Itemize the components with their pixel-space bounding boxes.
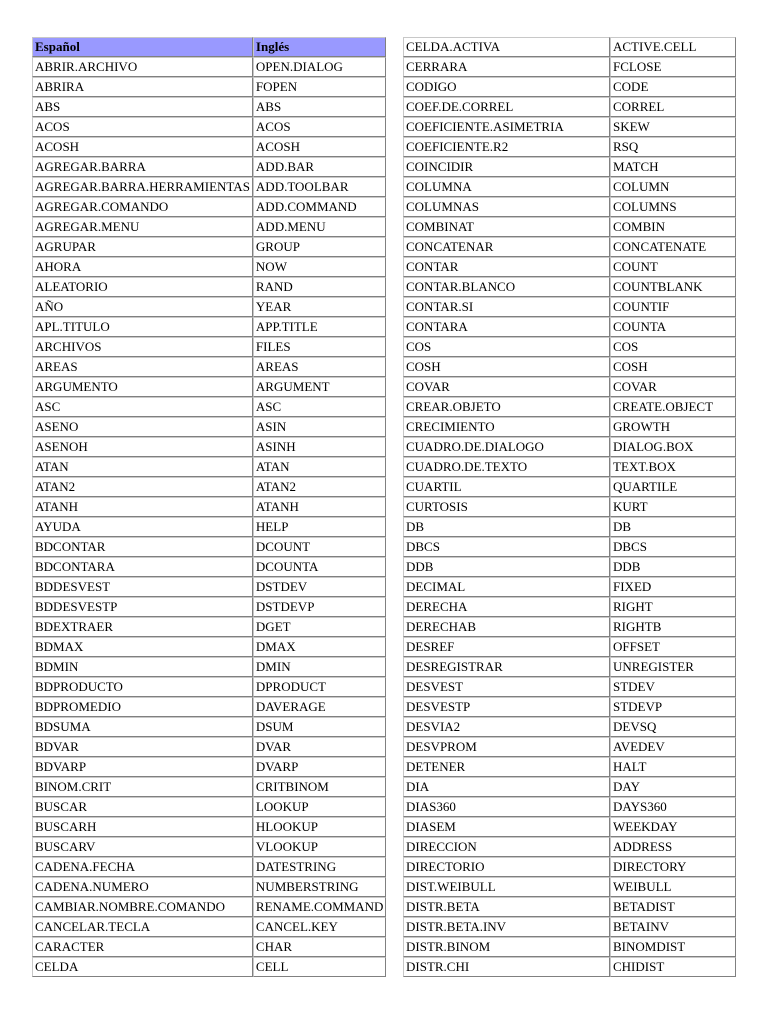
english-cell: ADDRESS — [610, 837, 736, 857]
table-row — [403, 217, 736, 237]
english-cell: VLOOKUP — [253, 837, 386, 857]
table-row — [32, 777, 386, 797]
spanish-cell: APL.TITULO — [32, 317, 253, 337]
table-row — [403, 917, 736, 937]
english-cell: ASIN — [253, 417, 386, 437]
table-row — [32, 897, 386, 917]
english-cell: ADD.COMMAND — [253, 197, 386, 217]
table-row — [32, 317, 386, 337]
spanish-cell: BDPRODUCTO — [32, 677, 253, 697]
spanish-cell: ASENO — [32, 417, 253, 437]
spanish-cell: BUSCARV — [32, 837, 253, 857]
spanish-cell: AREAS — [32, 357, 253, 377]
table-row — [32, 917, 386, 937]
english-cell: ADD.MENU — [253, 217, 386, 237]
table-row — [32, 497, 386, 517]
english-cell: LOOKUP — [253, 797, 386, 817]
spanish-cell: ALEATORIO — [32, 277, 253, 297]
english-cell: ADD.BAR — [253, 157, 386, 177]
table-row — [403, 617, 736, 637]
right-table-body — [403, 37, 736, 977]
english-cell: DB — [610, 517, 736, 537]
english-cell: DDB — [610, 557, 736, 577]
english-cell: NOW — [253, 257, 386, 277]
spanish-cell: CUADRO.DE.TEXTO — [403, 457, 610, 477]
english-cell: SKEW — [610, 117, 736, 137]
table-row — [32, 617, 386, 637]
spanish-cell: DESREGISTRAR — [403, 657, 610, 677]
english-cell: HELP — [253, 517, 386, 537]
spanish-cell: ARCHIVOS — [32, 337, 253, 357]
spanish-cell: BDEXTRAER — [32, 617, 253, 637]
english-cell: COUNT — [610, 257, 736, 277]
table-row — [403, 317, 736, 337]
english-cell: APP.TITLE — [253, 317, 386, 337]
spanish-cell: BDPROMEDIO — [32, 697, 253, 717]
english-cell: OFFSET — [610, 637, 736, 657]
english-cell: COS — [610, 337, 736, 357]
english-cell: YEAR — [253, 297, 386, 317]
spanish-cell: ABS — [32, 97, 253, 117]
spanish-cell: COSH — [403, 357, 610, 377]
spanish-cell: BDDESVESTP — [32, 597, 253, 617]
spanish-cell: BUSCARH — [32, 817, 253, 837]
spanish-cell: CRECIMIENTO — [403, 417, 610, 437]
table-row — [32, 57, 386, 77]
english-cell: RSQ — [610, 137, 736, 157]
table-row — [403, 417, 736, 437]
table-row — [403, 577, 736, 597]
table-row — [403, 497, 736, 517]
spanish-cell: CONTAR — [403, 257, 610, 277]
table-row — [403, 137, 736, 157]
english-cell: MATCH — [610, 157, 736, 177]
spanish-cell: COEF.DE.CORREL — [403, 97, 610, 117]
table-row — [32, 797, 386, 817]
spanish-cell: DESVPROM — [403, 737, 610, 757]
spanish-cell: DIA — [403, 777, 610, 797]
table-row — [403, 737, 736, 757]
english-cell: ARGUMENT — [253, 377, 386, 397]
english-cell: CODE — [610, 77, 736, 97]
english-cell: ACOS — [253, 117, 386, 137]
table-row — [403, 637, 736, 657]
spanish-cell: CUADRO.DE.DIALOGO — [403, 437, 610, 457]
table-row — [403, 177, 736, 197]
table-row — [403, 557, 736, 577]
spanish-cell: ATAN2 — [32, 477, 253, 497]
spanish-cell: DB — [403, 517, 610, 537]
english-cell: HLOOKUP — [253, 817, 386, 837]
spanish-cell: AGREGAR.MENU — [32, 217, 253, 237]
spanish-cell: COMBINAT — [403, 217, 610, 237]
spanish-cell: CELDA — [32, 957, 253, 977]
spanish-cell: CURTOSIS — [403, 497, 610, 517]
table-row — [32, 297, 386, 317]
table-row — [32, 97, 386, 117]
english-cell: COLUMNS — [610, 197, 736, 217]
english-cell: BINOMDIST — [610, 937, 736, 957]
english-cell: OPEN.DIALOG — [253, 57, 386, 77]
english-cell: DAVERAGE — [253, 697, 386, 717]
spanish-cell: ATAN — [32, 457, 253, 477]
spanish-cell: COEFICIENTE.R2 — [403, 137, 610, 157]
table-row — [32, 597, 386, 617]
english-cell: BETAINV — [610, 917, 736, 937]
english-cell: CHAR — [253, 937, 386, 957]
table-row — [32, 877, 386, 897]
spanish-cell: DIASEM — [403, 817, 610, 837]
table-row — [32, 357, 386, 377]
english-cell: DSTDEV — [253, 577, 386, 597]
spanish-cell: BDMAX — [32, 637, 253, 657]
english-cell: DCOUNTA — [253, 557, 386, 577]
english-cell: DCOUNT — [253, 537, 386, 557]
english-cell: RENAME.COMMAND — [253, 897, 386, 917]
spanish-cell: ABRIR.ARCHIVO — [32, 57, 253, 77]
spanish-cell: CREAR.OBJETO — [403, 397, 610, 417]
english-cell: DAYS360 — [610, 797, 736, 817]
english-cell: AREAS — [253, 357, 386, 377]
spanish-cell: CODIGO — [403, 77, 610, 97]
english-cell: FIXED — [610, 577, 736, 597]
table-row — [403, 37, 736, 57]
table-row — [403, 297, 736, 317]
table-row — [32, 157, 386, 177]
table-row — [32, 77, 386, 97]
english-cell: DIALOG.BOX — [610, 437, 736, 457]
spanish-cell: CELDA.ACTIVA — [403, 37, 610, 57]
table-row — [403, 757, 736, 777]
spanish-cell: DDB — [403, 557, 610, 577]
table-row — [403, 77, 736, 97]
table-row — [32, 677, 386, 697]
spanish-cell: DECIMAL — [403, 577, 610, 597]
spanish-cell: CONTAR.BLANCO — [403, 277, 610, 297]
table-row — [403, 117, 736, 137]
english-cell: DEVSQ — [610, 717, 736, 737]
english-cell: DMAX — [253, 637, 386, 657]
spanish-cell: CUARTIL — [403, 477, 610, 497]
table-row — [32, 197, 386, 217]
table-row — [32, 577, 386, 597]
english-cell: UNREGISTER — [610, 657, 736, 677]
spanish-cell: DESVESTP — [403, 697, 610, 717]
spanish-cell: DISTR.BINOM — [403, 937, 610, 957]
table-row — [32, 397, 386, 417]
spanish-cell: COLUMNA — [403, 177, 610, 197]
table-row — [32, 697, 386, 717]
english-cell: FOPEN — [253, 77, 386, 97]
table-row — [32, 477, 386, 497]
table-row — [32, 177, 386, 197]
english-cell: DATESTRING — [253, 857, 386, 877]
spanish-cell: AYUDA — [32, 517, 253, 537]
english-cell: DSTDEVP — [253, 597, 386, 617]
english-cell: DIRECTORY — [610, 857, 736, 877]
english-cell: CREATE.OBJECT — [610, 397, 736, 417]
spanish-cell: DIAS360 — [403, 797, 610, 817]
spanish-cell: AÑO — [32, 297, 253, 317]
table-row — [403, 197, 736, 217]
spanish-cell: AGREGAR.BARRA.HERRAMIENTAS — [32, 177, 253, 197]
spanish-cell: CANCELAR.TECLA — [32, 917, 253, 937]
spanish-cell: COS — [403, 337, 610, 357]
english-cell: COUNTA — [610, 317, 736, 337]
table-row — [32, 757, 386, 777]
spanish-cell: DISTR.BETA.INV — [403, 917, 610, 937]
spanish-cell: DESVEST — [403, 677, 610, 697]
spanish-cell: BDVAR — [32, 737, 253, 757]
spanish-cell: DIST.WEIBULL — [403, 877, 610, 897]
english-cell: CANCEL.KEY — [253, 917, 386, 937]
spanish-cell: CAMBIAR.NOMBRE.COMANDO — [32, 897, 253, 917]
english-cell: NUMBERSTRING — [253, 877, 386, 897]
english-cell: STDEVP — [610, 697, 736, 717]
table-row — [403, 397, 736, 417]
table-row — [403, 257, 736, 277]
table-row — [32, 537, 386, 557]
spanish-cell: BINOM.CRIT — [32, 777, 253, 797]
table-row — [32, 637, 386, 657]
table-row — [32, 417, 386, 437]
english-cell: FILES — [253, 337, 386, 357]
table-row — [403, 57, 736, 77]
table-row — [403, 877, 736, 897]
english-cell: COUNTBLANK — [610, 277, 736, 297]
spanish-cell: DESREF — [403, 637, 610, 657]
english-cell: ATAN2 — [253, 477, 386, 497]
english-cell: DBCS — [610, 537, 736, 557]
english-cell: RAND — [253, 277, 386, 297]
spanish-cell: ATANH — [32, 497, 253, 517]
english-cell: ATAN — [253, 457, 386, 477]
english-cell: STDEV — [610, 677, 736, 697]
spanish-cell: AHORA — [32, 257, 253, 277]
spanish-cell: DESVIA2 — [403, 717, 610, 737]
english-cell: COSH — [610, 357, 736, 377]
english-cell: CHIDIST — [610, 957, 736, 977]
table-row — [403, 277, 736, 297]
table-row — [403, 857, 736, 877]
english-cell: ACOSH — [253, 137, 386, 157]
table-row — [403, 777, 736, 797]
spanish-cell: COEFICIENTE.ASIMETRIA — [403, 117, 610, 137]
spanish-cell: BDVARP — [32, 757, 253, 777]
english-cell: ADD.TOOLBAR — [253, 177, 386, 197]
table-row — [403, 817, 736, 837]
spanish-cell: CADENA.FECHA — [32, 857, 253, 877]
table-row — [403, 457, 736, 477]
left-function-table — [32, 37, 386, 977]
table-row — [403, 437, 736, 457]
table-row — [32, 257, 386, 277]
english-cell: DVARP — [253, 757, 386, 777]
table-row — [32, 457, 386, 477]
table-row — [32, 117, 386, 137]
spanish-cell: COLUMNAS — [403, 197, 610, 217]
table-row — [32, 717, 386, 737]
table-row — [403, 537, 736, 557]
table-row — [403, 697, 736, 717]
english-cell: RIGHTB — [610, 617, 736, 637]
table-row — [32, 217, 386, 237]
spanish-cell: CONCATENAR — [403, 237, 610, 257]
english-cell: COLUMN — [610, 177, 736, 197]
table-row — [32, 957, 386, 977]
table-row — [403, 157, 736, 177]
spanish-cell: COVAR — [403, 377, 610, 397]
english-cell: CONCATENATE — [610, 237, 736, 257]
spanish-cell: BDCONTARA — [32, 557, 253, 577]
table-row — [32, 277, 386, 297]
english-cell: CORREL — [610, 97, 736, 117]
english-cell: FCLOSE — [610, 57, 736, 77]
table-row — [403, 717, 736, 737]
english-cell: ATANH — [253, 497, 386, 517]
table-row — [32, 237, 386, 257]
spanish-cell: ARGUMENTO — [32, 377, 253, 397]
spanish-cell: BDDESVEST — [32, 577, 253, 597]
spanish-cell: AGREGAR.COMANDO — [32, 197, 253, 217]
table-row — [32, 657, 386, 677]
table-row — [403, 937, 736, 957]
table-row — [403, 837, 736, 857]
spanish-cell: BDSUMA — [32, 717, 253, 737]
english-cell: WEEKDAY — [610, 817, 736, 837]
header-spanish: Español — [32, 37, 253, 57]
english-cell: DMIN — [253, 657, 386, 677]
english-cell: GROWTH — [610, 417, 736, 437]
spanish-cell: CONTARA — [403, 317, 610, 337]
table-row — [403, 677, 736, 697]
table-row — [32, 817, 386, 837]
table-row — [403, 357, 736, 377]
english-cell: ABS — [253, 97, 386, 117]
spanish-cell: CADENA.NUMERO — [32, 877, 253, 897]
spanish-cell: ACOS — [32, 117, 253, 137]
spanish-cell: BUSCAR — [32, 797, 253, 817]
english-cell: GROUP — [253, 237, 386, 257]
table-row — [403, 797, 736, 817]
english-cell: COVAR — [610, 377, 736, 397]
table-row — [403, 477, 736, 497]
spanish-cell: BDMIN — [32, 657, 253, 677]
table-row — [403, 97, 736, 117]
spanish-cell: ABRIRA — [32, 77, 253, 97]
table-row — [32, 857, 386, 877]
spanish-cell: ASC — [32, 397, 253, 417]
english-cell: DAY — [610, 777, 736, 797]
english-cell: WEIBULL — [610, 877, 736, 897]
spanish-cell: AGRUPAR — [32, 237, 253, 257]
spanish-cell: CONTAR.SI — [403, 297, 610, 317]
english-cell: CELL — [253, 957, 386, 977]
spanish-cell: DIRECCION — [403, 837, 610, 857]
english-cell: RIGHT — [610, 597, 736, 617]
english-cell: QUARTILE — [610, 477, 736, 497]
table-row — [32, 137, 386, 157]
table-header-row — [32, 37, 386, 57]
english-cell: COUNTIF — [610, 297, 736, 317]
spanish-cell: DISTR.CHI — [403, 957, 610, 977]
english-cell: DPRODUCT — [253, 677, 386, 697]
spanish-cell: CARACTER — [32, 937, 253, 957]
spanish-cell: BDCONTAR — [32, 537, 253, 557]
english-cell: ASINH — [253, 437, 386, 457]
spanish-cell: CERRARA — [403, 57, 610, 77]
english-cell: TEXT.BOX — [610, 457, 736, 477]
header-english: Inglés — [253, 37, 386, 57]
english-cell: BETADIST — [610, 897, 736, 917]
table-row — [403, 517, 736, 537]
table-row — [32, 377, 386, 397]
table-row — [32, 837, 386, 857]
english-cell: CRITBINOM — [253, 777, 386, 797]
table-row — [403, 237, 736, 257]
spanish-cell: DIRECTORIO — [403, 857, 610, 877]
left-table-body — [32, 57, 386, 977]
spanish-cell: DISTR.BETA — [403, 897, 610, 917]
spanish-cell: DERECHAB — [403, 617, 610, 637]
right-function-table — [403, 37, 736, 977]
table-row — [32, 557, 386, 577]
table-row — [32, 517, 386, 537]
english-cell: COMBIN — [610, 217, 736, 237]
english-cell: HALT — [610, 757, 736, 777]
spanish-cell: COINCIDIR — [403, 157, 610, 177]
english-cell: AVEDEV — [610, 737, 736, 757]
table-row — [403, 957, 736, 977]
table-row — [32, 737, 386, 757]
english-cell: ACTIVE.CELL — [610, 37, 736, 57]
table-row — [403, 657, 736, 677]
english-cell: DSUM — [253, 717, 386, 737]
spanish-cell: ACOSH — [32, 137, 253, 157]
spanish-cell: DBCS — [403, 537, 610, 557]
table-row — [403, 897, 736, 917]
table-row — [403, 377, 736, 397]
english-cell: DVAR — [253, 737, 386, 757]
spanish-cell: AGREGAR.BARRA — [32, 157, 253, 177]
spanish-cell: ASENOH — [32, 437, 253, 457]
english-cell: KURT — [610, 497, 736, 517]
table-row — [32, 337, 386, 357]
english-cell: DGET — [253, 617, 386, 637]
spanish-cell: DETENER — [403, 757, 610, 777]
table-row — [32, 937, 386, 957]
table-row — [403, 337, 736, 357]
english-cell: ASC — [253, 397, 386, 417]
table-row — [32, 437, 386, 457]
table-row — [403, 597, 736, 617]
spanish-cell: DERECHA — [403, 597, 610, 617]
